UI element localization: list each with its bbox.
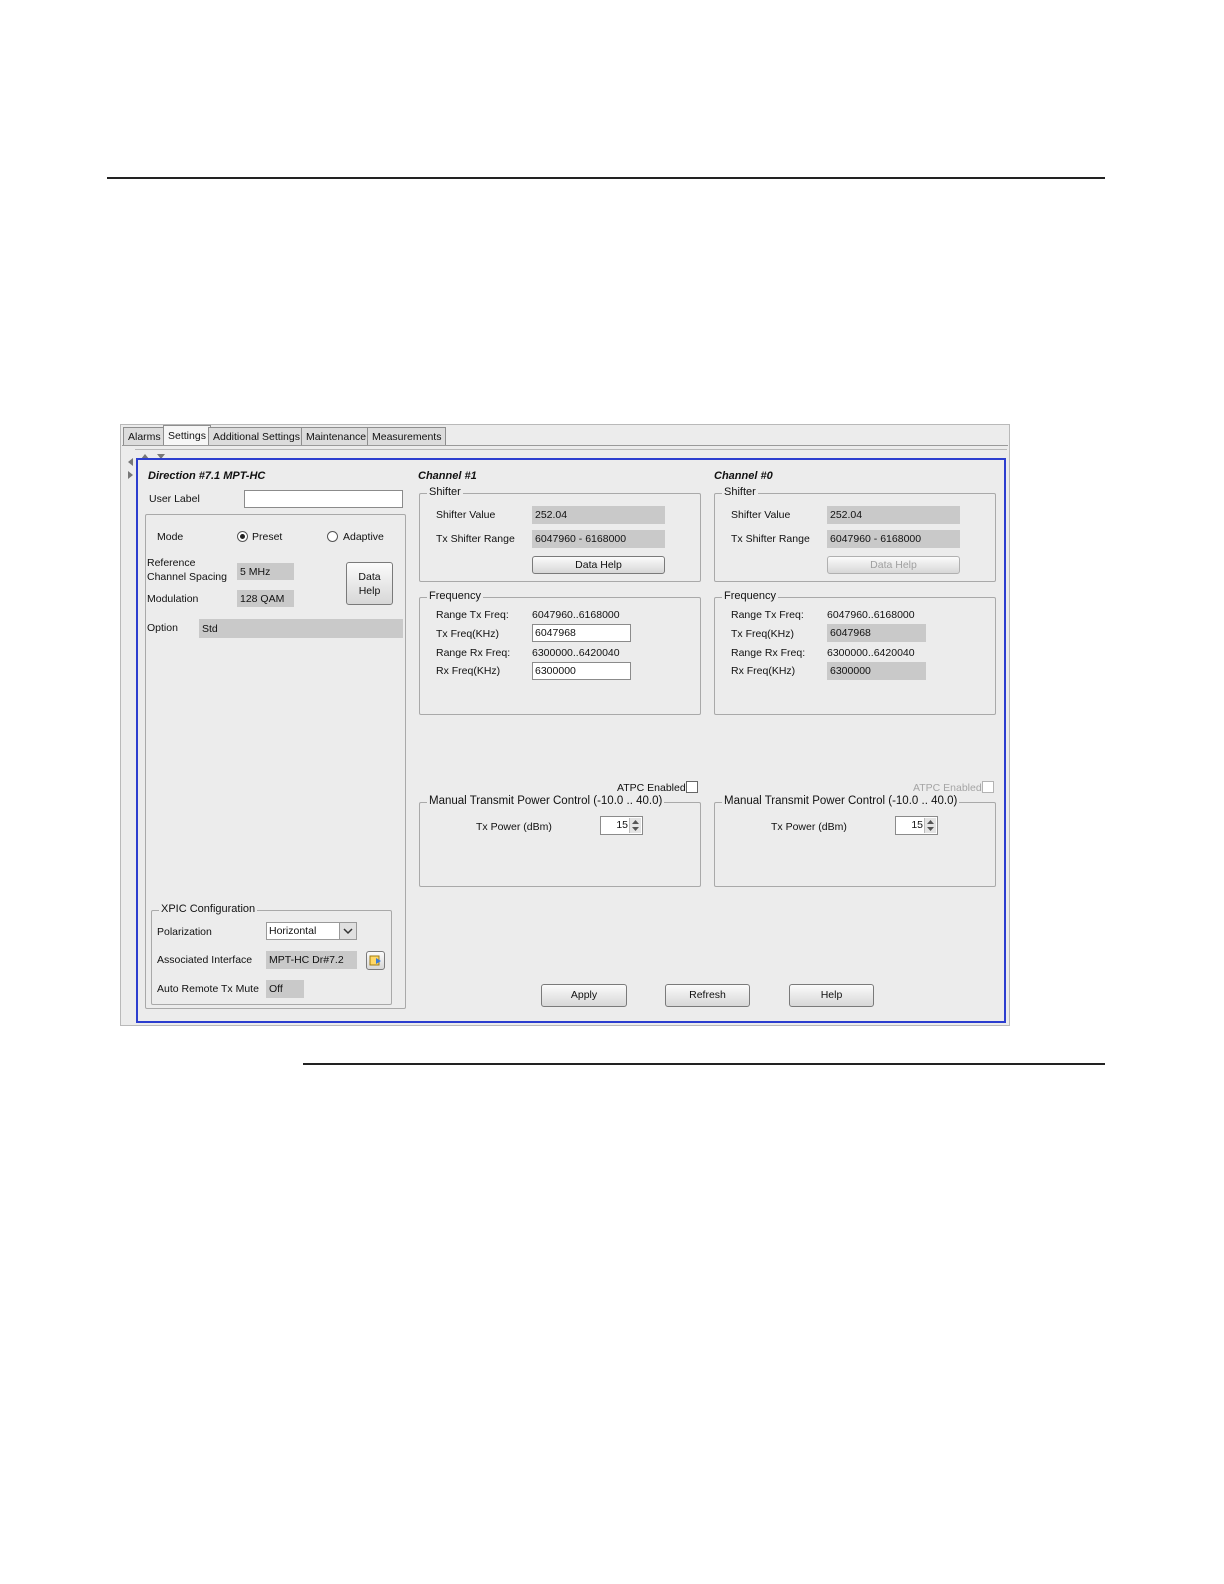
channel-1-shifter-value-field: 252.04 bbox=[532, 506, 665, 524]
channel-0-frequency-title: Frequency bbox=[724, 590, 776, 602]
mode-adaptive-label: Adaptive bbox=[343, 531, 384, 543]
tab-content-border bbox=[122, 445, 1008, 446]
data-help-button[interactable] bbox=[346, 562, 393, 605]
top-divider bbox=[107, 177, 1105, 179]
data-help-line1: Data bbox=[358, 571, 381, 583]
auto-remote-tx-mute-field: Off bbox=[266, 980, 304, 998]
channel-0-power-group bbox=[714, 795, 996, 887]
reference-label-line2: Channel Spacing bbox=[147, 571, 227, 583]
user-label-input[interactable] bbox=[244, 490, 403, 508]
channel-1-shifter-group bbox=[419, 486, 701, 582]
channel-1-shifter-value-label: Shifter Value bbox=[436, 509, 496, 521]
modulation-field: 128 QAM bbox=[237, 590, 294, 607]
xpic-title: XPIC Configuration bbox=[161, 903, 256, 915]
expand-left-icon[interactable] bbox=[127, 457, 133, 465]
channel-0-range-rx-value: 6300000..6420040 bbox=[827, 647, 915, 659]
direction-settings-group bbox=[145, 514, 406, 1009]
mode-preset-radio[interactable] bbox=[237, 531, 248, 542]
spinner-arrows-icon[interactable] bbox=[924, 818, 936, 833]
mode-adaptive-radio[interactable] bbox=[327, 531, 338, 542]
channel-0-shifter-value-field: 252.04 bbox=[827, 506, 960, 524]
collapse-up-icon[interactable] bbox=[141, 450, 149, 456]
channel-1-atpc-checkbox[interactable] bbox=[686, 781, 698, 793]
tab-maintenance[interactable]: Maintenance bbox=[301, 427, 371, 446]
channel-0-tx-shifter-range-label: Tx Shifter Range bbox=[731, 533, 810, 545]
channel-0-range-tx-label: Range Tx Freq: bbox=[731, 609, 804, 621]
channel-1-range-rx-label: Range Rx Freq: bbox=[436, 647, 511, 659]
direction-title: Direction #7.1 MPT-HC bbox=[148, 470, 266, 482]
split-bar bbox=[135, 449, 1007, 450]
modulation-label: Modulation bbox=[147, 593, 199, 605]
tab-measurements[interactable]: Measurements bbox=[367, 427, 446, 446]
channel-1-title: Channel #1 bbox=[418, 470, 477, 482]
tab-settings[interactable]: Settings bbox=[163, 425, 211, 446]
channel-1-rx-freq-label: Rx Freq(KHz) bbox=[436, 665, 501, 677]
channel-0-tx-power-spinner[interactable] bbox=[895, 816, 938, 835]
polarization-label: Polarization bbox=[157, 926, 212, 938]
channel-0-tx-power-value: 15 bbox=[911, 819, 923, 831]
channel-0-atpc-label: ATPC Enabled bbox=[913, 782, 982, 794]
associated-interface-label: Associated Interface bbox=[157, 954, 253, 966]
channel-1-tx-freq-input[interactable]: 6047968 bbox=[532, 624, 631, 642]
mode-label: Mode bbox=[157, 531, 184, 543]
channel-0-frequency-group bbox=[714, 590, 996, 715]
spinner-arrows-icon[interactable] bbox=[629, 818, 641, 833]
open-interface-icon[interactable] bbox=[366, 951, 385, 970]
channel-1-shifter-title: Shifter bbox=[429, 486, 461, 498]
channel-1-tx-shifter-range-field: 6047960 - 6168000 bbox=[532, 530, 665, 548]
channel-1-tx-shifter-range-label: Tx Shifter Range bbox=[436, 533, 515, 545]
apply-button[interactable]: Apply bbox=[541, 984, 627, 1007]
direction-panel bbox=[136, 458, 1006, 1023]
channel-1-atpc-label: ATPC Enabled bbox=[617, 782, 686, 794]
channel-1-tx-power-label: Tx Power (dBm) bbox=[476, 821, 552, 833]
bottom-divider bbox=[303, 1063, 1105, 1065]
channel-1-tx-freq-label: Tx Freq(KHz) bbox=[436, 628, 499, 640]
associated-interface-field: MPT-HC Dr#7.2 bbox=[266, 951, 357, 969]
channel-0-rx-freq-label: Rx Freq(KHz) bbox=[731, 665, 796, 677]
polarization-value: Horizontal bbox=[269, 925, 317, 937]
channel-1-power-group bbox=[419, 795, 701, 887]
channel-0-range-tx-value: 6047960..6168000 bbox=[827, 609, 915, 621]
channel-1-range-tx-value: 6047960..6168000 bbox=[532, 609, 620, 621]
xpic-group bbox=[151, 903, 392, 1005]
channel-1-range-tx-label: Range Tx Freq: bbox=[436, 609, 509, 621]
channel-1-tx-power-spinner[interactable] bbox=[600, 816, 643, 835]
channel-0-shifter-value-label: Shifter Value bbox=[731, 509, 791, 521]
data-help-line2: Help bbox=[358, 585, 381, 597]
tab-alarms[interactable]: Alarms bbox=[123, 427, 166, 446]
channel-0-data-help-button: Data Help bbox=[827, 556, 960, 574]
channel-1-range-rx-value: 6300000..6420040 bbox=[532, 647, 620, 659]
channel-1-tx-power-value: 15 bbox=[616, 819, 628, 831]
channel-0-tx-power-label: Tx Power (dBm) bbox=[771, 821, 847, 833]
user-label-label: User Label bbox=[149, 493, 200, 505]
mode-preset-label: Preset bbox=[252, 531, 283, 543]
channel-0-title: Channel #0 bbox=[714, 470, 773, 482]
collapse-down-icon[interactable] bbox=[157, 450, 165, 456]
channel-0-shifter-title: Shifter bbox=[724, 486, 756, 498]
channel-0-tx-freq-field: 6047968 bbox=[827, 624, 926, 642]
settings-window bbox=[120, 424, 1010, 1026]
channel-0-atpc-checkbox bbox=[982, 781, 994, 793]
channel-0-range-rx-label: Range Rx Freq: bbox=[731, 647, 806, 659]
auto-remote-tx-mute-label: Auto Remote Tx Mute bbox=[157, 983, 259, 995]
help-button[interactable]: Help bbox=[789, 984, 874, 1007]
channel-0-rx-freq-field: 6300000 bbox=[827, 662, 926, 680]
channel-0-tx-shifter-range-field: 6047960 - 6168000 bbox=[827, 530, 960, 548]
channel-0-tx-freq-label: Tx Freq(KHz) bbox=[731, 628, 794, 640]
polarization-select[interactable] bbox=[266, 922, 357, 940]
expand-right-icon[interactable] bbox=[128, 470, 134, 478]
channel-0-shifter-group bbox=[714, 486, 996, 582]
option-label: Option bbox=[147, 622, 178, 634]
channel-1-rx-freq-input[interactable]: 6300000 bbox=[532, 662, 631, 680]
chevron-down-icon[interactable] bbox=[339, 923, 356, 939]
channel-0-power-title: Manual Transmit Power Control (-10.0 .. 40.0) bbox=[724, 795, 958, 807]
option-field: Std bbox=[199, 619, 403, 638]
reference-label-line1: Reference bbox=[147, 557, 196, 569]
refresh-button[interactable]: Refresh bbox=[665, 984, 750, 1007]
channel-1-power-title: Manual Transmit Power Control (-10.0 .. 40.0) bbox=[429, 795, 663, 807]
channel-1-frequency-title: Frequency bbox=[429, 590, 481, 602]
channel-1-data-help-button[interactable]: Data Help bbox=[532, 556, 665, 574]
tab-additional-settings[interactable]: Additional Settings bbox=[208, 427, 305, 446]
channel-1-frequency-group bbox=[419, 590, 701, 715]
channel-spacing-field: 5 MHz bbox=[237, 563, 294, 580]
